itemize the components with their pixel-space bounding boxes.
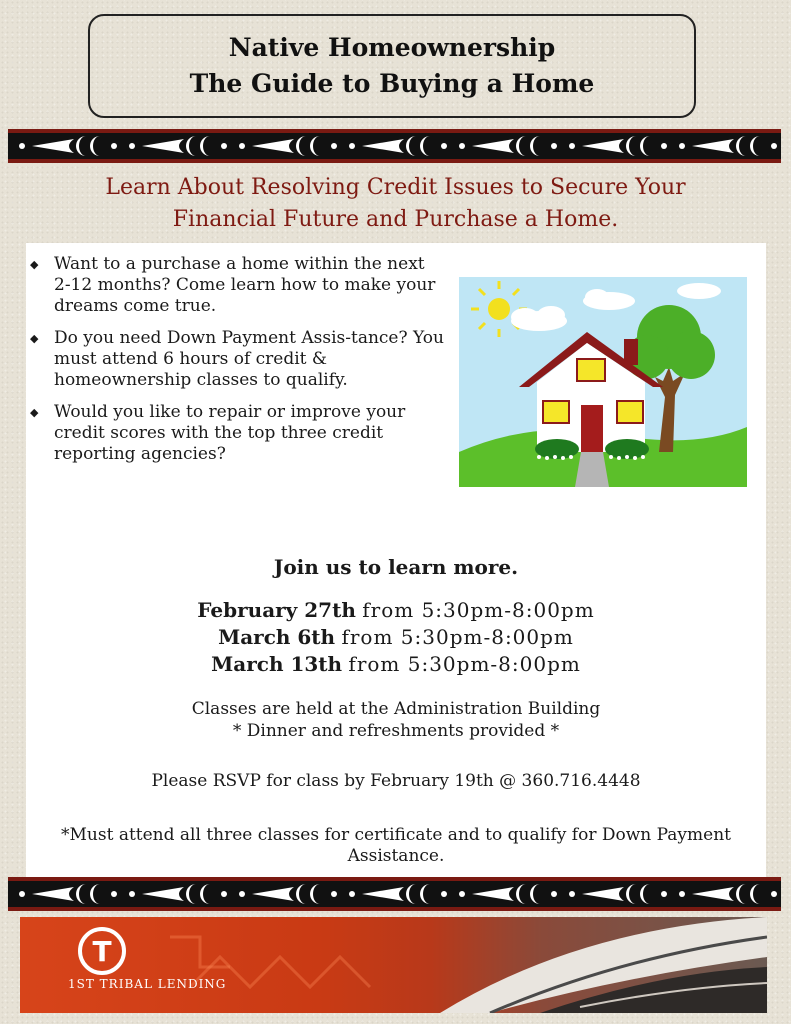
join-heading: Join us to learn more. — [273, 555, 519, 579]
bullet-text: Want to a purchase a home within the next 2-12 months? Come learn how to make your dreams come true. — [54, 254, 436, 316]
date-line — [26, 651, 766, 678]
feather-icon — [440, 917, 767, 1013]
house-illustration — [459, 277, 747, 487]
rsvp-text: Please RSVP for class by February 19th @ 360.716.4448 — [151, 771, 641, 791]
bullet-item — [26, 328, 446, 391]
requirement-text: *Must attend all three classes for certificate and to qualify for Down Payment Assistance. — [61, 825, 731, 866]
date-line — [26, 597, 766, 624]
decorative-band-bottom — [8, 877, 781, 911]
band-pattern-icon — [8, 133, 781, 159]
band-pattern-icon — [8, 881, 781, 907]
bullet-item — [26, 254, 446, 317]
logo-text: 1ST TRIBAL LENDING — [68, 977, 227, 991]
title-line-1: Native Homeownership — [228, 33, 556, 62]
bullet-list — [26, 254, 446, 476]
subheading-line-1: Learn About Resolving Credit Issues to Secure Your — [105, 175, 686, 200]
date-day: February 27th — [197, 598, 356, 622]
diamond-bullet-icon: ◆ — [30, 258, 39, 271]
diamond-bullet-icon: ◆ — [30, 332, 39, 345]
title-box — [88, 14, 696, 118]
svg-text:T: T — [92, 935, 112, 968]
date-day: March 13th — [211, 652, 343, 676]
date-line — [26, 624, 766, 651]
decorative-band-top — [8, 129, 781, 163]
location-text: Classes are held at the Administration Building — [191, 699, 601, 719]
diamond-bullet-icon: ◆ — [30, 406, 39, 419]
footer-banner — [20, 917, 767, 1013]
date-time: from 5:30pm-8:00pm — [341, 625, 574, 649]
date-time: from 5:30pm-8:00pm — [362, 598, 595, 622]
subheading — [30, 172, 761, 236]
class-dates — [26, 597, 766, 678]
date-day: March 6th — [218, 625, 336, 649]
date-time: from 5:30pm-8:00pm — [348, 652, 581, 676]
bullet-text: Would you like to repair or improve your credit scores with the top three credit reporting agencies? — [54, 402, 406, 464]
footer-art — [20, 917, 767, 1013]
title-line-2: The Guide to Buying a Home — [189, 69, 595, 98]
subheading-line-2: Financial Future and Purchase a Home. — [172, 207, 619, 232]
dinner-text: * Dinner and refreshments provided * — [232, 721, 560, 741]
bullet-item — [26, 402, 446, 465]
tribal-lending-logo-icon — [72, 921, 132, 981]
bullet-text: Do you need Down Payment Assis-tance? You must attend 6 hours of credit & homeownership classes to qualify. — [54, 328, 444, 390]
